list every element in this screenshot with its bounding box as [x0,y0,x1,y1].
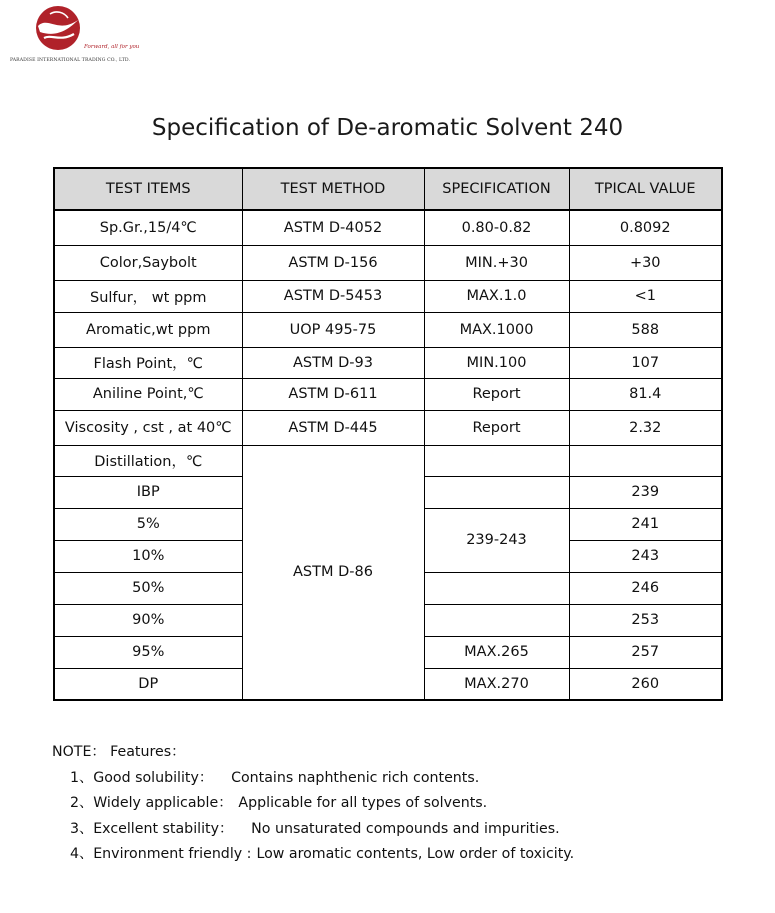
specification-cell: Report [424,410,569,445]
table-row [54,347,722,378]
test-method-cell: UOP 495-75 [242,312,424,347]
table-row [54,445,722,476]
test-method-cell: ASTM D-156 [242,245,424,280]
test-item-cell: Distillation，℃ [54,445,242,476]
test-item-cell: 50% [54,572,242,604]
specification-table [53,167,723,701]
features-note [52,740,752,868]
feature-label: Good solubility： [93,769,214,786]
specification-cell: MAX.1000 [424,312,569,347]
logo-company-name: PARADISE INTERNATIONAL TRADING CO., LTD. [10,58,131,63]
table-row [54,410,722,445]
test-item-cell: 95% [54,636,242,668]
specification-cell: MAX.1.0 [424,280,569,312]
specification-cell: 0.80-0.82 [424,210,569,245]
specification-cell: MIN.+30 [424,245,569,280]
test-item-cell: Viscosity , cst , at 40℃ [54,410,242,445]
typical-value-cell: +30 [569,245,722,280]
column-header: TPICAL VALUE [569,168,722,210]
typical-value-cell: <1 [569,280,722,312]
table-row [54,378,722,410]
test-item-cell: DP [54,668,242,700]
distillation-range-spec-cell: 239-243 [424,508,569,572]
distillation-method-cell: ASTM D-86 [242,445,424,700]
page-title: Specification of De-aromatic Solvent 240 [151,115,624,141]
table-row [54,210,722,245]
specification-cell [424,572,569,604]
table-row [54,312,722,347]
feature-label: Widely applicable： [93,795,233,812]
logo-slogan: Forward, all for you [84,44,140,50]
feature-item [70,817,752,843]
specification-cell [424,445,569,476]
feature-text: No unsaturated compounds and impurities. [251,820,560,837]
feature-number: 1、 [70,769,94,786]
typical-value-cell: 588 [569,312,722,347]
specification-cell: MAX.270 [424,668,569,700]
specification-cell: Report [424,378,569,410]
typical-value-cell: 253 [569,604,722,636]
test-item-cell: Flash Point，℃ [54,347,242,378]
test-item-cell: 5% [54,508,242,540]
test-method-cell: ASTM D-93 [242,347,424,378]
test-item-cell: Aromatic,wt ppm [54,312,242,347]
typical-value-cell: 241 [569,508,722,540]
test-item-cell: 90% [54,604,242,636]
typical-value-cell: 243 [569,540,722,572]
column-header: SPECIFICATION [424,168,569,210]
specification-cell: MAX.265 [424,636,569,668]
test-item-cell: Sulfur， wt ppm [54,280,242,312]
typical-value-cell: 257 [569,636,722,668]
note-heading: NOTE： Features： [52,744,186,760]
test-method-cell: ASTM D-445 [242,410,424,445]
feature-item [70,842,752,868]
typical-value-cell: 107 [569,347,722,378]
company-emblem-icon [34,4,86,52]
typical-value-cell: 81.4 [569,378,722,410]
table-row [54,245,722,280]
feature-text: Contains naphthenic rich contents. [231,769,480,786]
test-item-cell: Color,Saybolt [54,245,242,280]
typical-value-cell: 0.8092 [569,210,722,245]
feature-label: Excellent stability： [93,820,234,837]
typical-value-cell: 239 [569,476,722,508]
test-method-cell: ASTM D-611 [242,378,424,410]
test-method-cell: ASTM D-5453 [242,280,424,312]
specification-cell: MIN.100 [424,347,569,378]
feature-number: 4、 [70,846,94,863]
test-method-cell: ASTM D-4052 [242,210,424,245]
typical-value-cell: 2.32 [569,410,722,445]
test-item-cell: Sp.Gr.,15/4℃ [54,210,242,245]
test-item-cell: 10% [54,540,242,572]
feature-text: Applicable for all types of solvents. [238,795,488,812]
typical-value-cell: 246 [569,572,722,604]
column-header: TEST ITEMS [54,168,242,210]
feature-text: Low aromatic contents, Low order of toxicity. [256,846,575,863]
specification-cell [424,476,569,508]
feature-label: Environment friendly : [93,846,252,863]
feature-item [70,766,752,792]
typical-value-cell: 260 [569,668,722,700]
feature-item [70,791,752,817]
table-row [54,280,722,312]
table-header-row [54,168,722,210]
feature-number: 2、 [70,795,94,812]
column-header: TEST METHOD [242,168,424,210]
typical-value-cell [569,445,722,476]
feature-number: 3、 [70,820,94,837]
specification-cell [424,604,569,636]
test-item-cell: IBP [54,476,242,508]
company-logo [8,4,148,66]
test-item-cell: Aniline Point,℃ [54,378,242,410]
